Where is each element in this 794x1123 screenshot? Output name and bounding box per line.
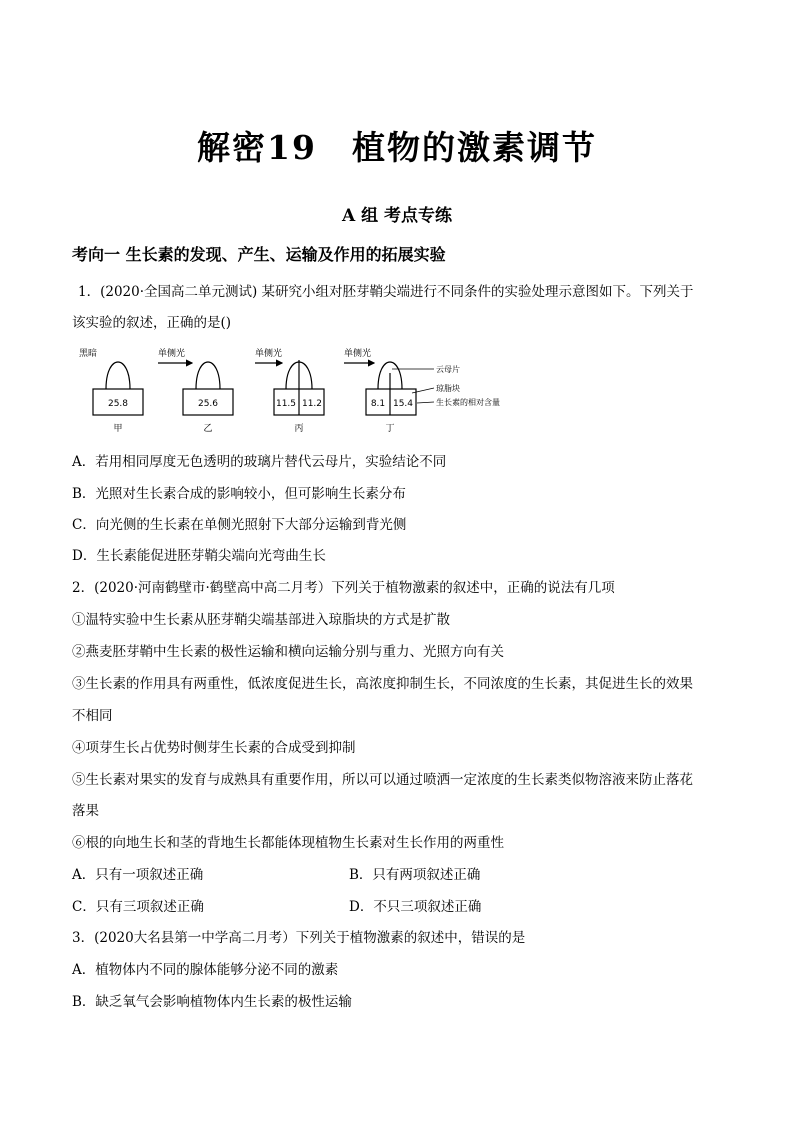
q2-item-2: ②燕麦胚芽鞘中生长素的极性运输和横向运输分别与重力、光照方向有关 — [72, 644, 504, 660]
q2-item-1: ①温特实验中生长素从胚芽鞘尖端基部进入琼脂块的方式是扩散 — [72, 612, 450, 628]
q1-option-d: D．生长素能促进胚芽鞘尖端向光弯曲生长 — [72, 548, 326, 564]
q2-option-c: C．只有三项叙述正确 — [72, 899, 204, 915]
page-title: 解密19 植物的激素调节 — [197, 128, 597, 167]
panel-yi-light-label: 单侧光 — [158, 349, 186, 359]
panel-ding-light-label: 单侧光 — [344, 349, 372, 359]
q2-item-5-cont: 落果 — [72, 803, 99, 819]
q1-option-b: B．光照对生长素合成的影响较小，但可影响生长素分布 — [72, 486, 406, 502]
panel-yi-value: 25.6 — [197, 399, 219, 409]
panel-jia — [79, 347, 143, 434]
q2-item-5: ⑤生长素对果实的发育与成熟具有重要作用，所以可以通过喷洒一定浓度的生长素类似物溶液来防止落花 — [72, 772, 693, 788]
panel-bing — [255, 347, 324, 434]
q3-option-b: B．缺乏氧气会影响植物体内生长素的极性运输 — [72, 994, 352, 1010]
section-heading: 考向一 生长素的发现、产生、运输及作用的拓展实验 — [72, 245, 446, 264]
panel-ding-name: 丁 — [385, 424, 395, 434]
panel-jia-name: 甲 — [113, 424, 123, 434]
coleoptile-tip — [106, 362, 130, 389]
q2-item-4: ④项芽生长占优势时侧芽生长素的合成受到抑制 — [72, 740, 356, 756]
panel-yi — [158, 347, 233, 434]
q2-option-b: B．只有两项叙述正确 — [349, 867, 481, 883]
q2-option-a: A．只有一项叙述正确 — [72, 867, 204, 883]
q2-item-3: ③生长素的作用具有两重性，低浓度促进生长，高浓度抑制生长，不同浓度的生长素，其促进生长的效果 — [72, 676, 693, 692]
q1-option-a: A．若用相同厚度无色透明的玻璃片替代云母片，实验结论不同 — [72, 454, 447, 470]
coleoptile-tip — [196, 362, 220, 389]
q3-stem: 3．(2020大名县第一中学高二月考）下列关于植物激素的叙述中，错误的是 — [72, 930, 526, 946]
q2-option-d: D．不只三项叙述正确 — [349, 899, 482, 915]
panel-ding-value-right: 15.4 — [392, 399, 414, 409]
panel-bing-light-label: 单侧光 — [255, 349, 283, 359]
panel-ding-value-left: 8.1 — [370, 399, 386, 409]
panel-bing-value-left: 11.5 — [275, 399, 297, 409]
panel-ding — [344, 347, 500, 434]
panel-jia-value: 25.8 — [107, 399, 129, 409]
q2-item-6: ⑥根的向地生长和茎的背地生长都能体现植物生长素对生长作用的两重性 — [72, 835, 504, 851]
leader-line — [417, 402, 434, 403]
q2-stem: 2．(2020·河南鹤壁市·鹤壁高中高二月考）下列关于植物激素的叙述中，正确的说法有几项 — [72, 580, 615, 596]
q2-item-3-cont: 不相同 — [72, 708, 113, 724]
panel-bing-value-right: 11.2 — [301, 399, 323, 409]
panel-yi-name: 乙 — [203, 424, 213, 434]
q1-stem-line2: 该实验的叙述，正确的是() — [72, 315, 232, 331]
panel-jia-light-label: 黑暗 — [79, 349, 98, 359]
q3-option-a: A．植物体内不同的腺体能够分泌不同的激素 — [72, 962, 339, 978]
legend-agar: 琼脂块 — [436, 384, 460, 393]
experiment-figure — [72, 343, 532, 435]
group-subtitle: A 组 考点专练 — [341, 206, 453, 226]
panel-bing-name: 丙 — [294, 424, 304, 434]
legend-mica: 云母片 — [436, 365, 460, 374]
q1-stem-line1: 1．(2020·全国高二单元测试) 某研究小组对胚芽鞘尖端进行不同条件的实验处理示意图如下。下列关于 — [78, 284, 694, 300]
q1-option-c: C．向光侧的生长素在单侧光照射下大部分运输到背光侧 — [72, 517, 407, 533]
legend-auxin-content: 生长素的相对含量 — [436, 398, 500, 407]
